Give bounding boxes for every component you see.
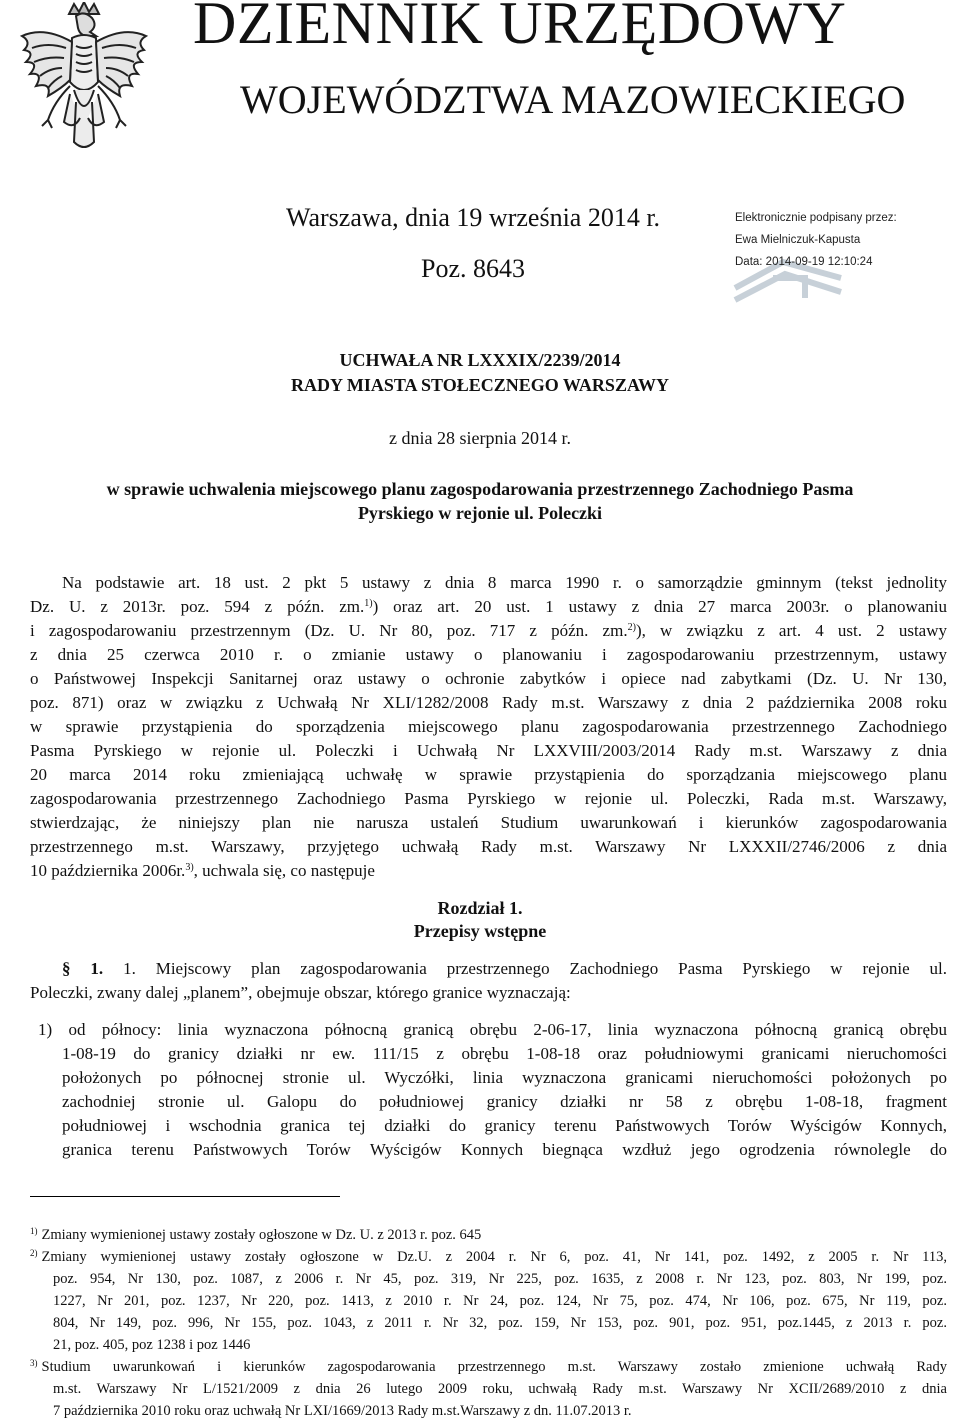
journal-subtitle: WOJEWÓDZTWA MAZOWIECKIEGO xyxy=(240,77,906,122)
position-number: Poz. 8643 xyxy=(421,254,525,283)
electronic-signature-stamp xyxy=(733,212,948,302)
signature-signer-name: Ewa Mielniczuk-Kapusta xyxy=(735,234,861,246)
list-item-line: granica terenu Państwowych Torów Wyścigów Konnych biegnąca wzdłuż jego ogrodzenia równolegle do xyxy=(62,1140,947,1159)
preamble-line: Dz. U. z 2013r. poz. 594 z późn. zm.$^{1)}$) oraz art. 20 ust. 1 ustawy z dnia 27 marca 2003r. o planowaniu xyxy=(30,597,947,616)
preamble-line: zagospodarowania przestrzennego Zachodniego Pasma Pyrskiego w rejonie ul. Poleczki, Rada m.st. Warszawy, xyxy=(30,789,947,808)
polish-eagle-emblem-icon xyxy=(14,2,154,172)
footnote-2-line: 21, poz. 405, poz 1238 i poz 1446 xyxy=(53,1337,251,1353)
preamble-line: stwierdzając, że niniejszy plan nie narusza ustaleń Studium uwarunkowań i kierunków zagospodarowania xyxy=(30,813,947,832)
footnote-3-line: 7 października 2010 roku oraz uchwałą Nr LXI/1669/2013 Rady m.st.Warszawy z dn. 11.07.2013 r. xyxy=(53,1403,632,1419)
resolution-date: z dnia 28 sierpnia 2014 r. xyxy=(389,428,571,448)
resolution-subject-line1: w sprawie uchwalenia miejscowego planu zagospodarowania przestrzennego Zachodniego Pasma xyxy=(106,479,854,499)
footnote-2-line: poz. 954, Nr 130, poz. 1087, z 2006 r. Nr 45, poz. 319, Nr 225, poz. 1635, z 2008 r. Nr 123, poz. 803, Nr 199, poz. xyxy=(53,1271,947,1287)
preamble-line: poz. 871) oraz w związku z Uchwałą Nr XLI/1282/2008 Rady m.st. Warszawy z dnia 2 października 2008 roku xyxy=(30,693,947,712)
section-paragraph-line: § 1. 1. Miejscowy plan zagospodarowania przestrzennego Zachodniego Pasma Pyrskiego w rejonie ul. xyxy=(62,959,948,978)
section-mark: § 1. xyxy=(62,959,104,978)
footnote-ref[interactable]: 2) xyxy=(627,622,636,633)
footnote-3: $^{3)}$ Studium uwarunkowań i kierunków zagospodarowania przestrzennego m.st. Warszawy zostało zmienione uchwałą Rady xyxy=(30,1358,947,1375)
footnote-2: $^{2)}$ Zmiany wymienionej ustawy zostały ogłoszone w Dz.U. z 2004 r. Nr 6, poz. 41, Nr 141, poz. 1492, z 2005 r. Nr 113, xyxy=(30,1248,947,1265)
resolution-number: UCHWAŁA NR LXXXIX/2239/2014 xyxy=(339,350,621,370)
list-item-line: 1-08-19 do granicy działki nr ew. 111/15 z obrębu 1-08-18 oraz południowymi granicami nieruchomości xyxy=(62,1044,947,1063)
signature-date: Data: 2014-09-19 12:10:24 xyxy=(735,256,873,268)
chapter-subtitle: Przepisy wstępne xyxy=(413,921,547,941)
footnote-3-line: m.st. Warszawy Nr L/1521/2009 z dnia 26 lutego 2009 roku, uchwałą Rady m.st. Warszawy Nr XCII/2689/2010 z dnia xyxy=(53,1381,947,1397)
list-item-line: położonych po północnej stronie ul. Wyczółki, linia wyznaczona granicami nieruchomości położonych po xyxy=(62,1068,947,1087)
section-paragraph-line: Poleczki, zwany dalej „planem”, obejmuje obszar, którego granice wyznaczają: xyxy=(30,983,571,1002)
footnote-2-line: 804, Nr 149, poz. 996, Nr 155, poz. 1043, z 2011 r. Nr 32, poz. 159, Nr 153, poz. 901, poz. 951, poz.1445, z 2013 r. poz. xyxy=(53,1315,947,1331)
preamble-line: 10 października 2006r.$^{3)}$, uchwala się, co następuje xyxy=(30,861,375,880)
preamble-line: z dnia 25 czerwca 2010 r. o zmianie ustawy o planowaniu i zagospodarowaniu przestrzennym, ustawy xyxy=(30,645,947,664)
resolution-subject-line2: Pyrskiego w rejonie ul. Poleczki xyxy=(357,503,603,523)
resolution-issuer: RADY MIASTA STOŁECZNEGO WARSZAWY xyxy=(291,375,669,395)
preamble-line: Na podstawie art. 18 ust. 2 pkt 5 ustawy z dnia 8 marca 1990 r. o samorządzie gminnym (tekst jednolity xyxy=(62,573,947,592)
list-item-line: południowej i wschodnia granica tej działki do granicy terenu Państwowych Torów Wyścigów Konnych, xyxy=(62,1116,947,1135)
footnote-separator xyxy=(30,1196,340,1197)
preamble-line: i zagospodarowaniu przestrzennym (Dz. U. Nr 80, poz. 717 z późn. zm.$^{2)}$), w związku z art. 4 ust. 2 ustawy xyxy=(30,621,947,640)
journal-title: DZIENNIK URZĘDOWY xyxy=(193,0,847,56)
footnote-1: $^{1)}$ Zmiany wymienionej ustawy zostały ogłoszone w Dz. U. z 2013 r. poz. 645 xyxy=(30,1226,482,1243)
publication-place-date: Warszawa, dnia 19 września 2014 r. xyxy=(286,203,661,232)
preamble-line: o Państwowej Inspekcji Sanitarnej oraz ustawy o ochronie zabytków i opiece nad zabytkami (Dz. U. Nr 130, xyxy=(30,669,947,688)
preamble-line: przestrzennego m.st. Warszawy, przyjętego uchwałą Rady m.st. Warszawy Nr LXXXII/2746/2006 z dnia xyxy=(30,837,947,856)
footnote-ref[interactable]: 1) xyxy=(364,598,373,609)
preamble-line: Pasma Pyrskiego w rejonie ul. Poleczki i Uchwałą Nr LXXVIII/2003/2014 Rady m.st. Warszawy z dnia xyxy=(30,741,947,760)
list-item-line: 1) od północy: linia wyznaczona północną granicą obrębu 2-06-17, linia wyznaczona północną granicą obrębu xyxy=(38,1020,947,1039)
footnote-ref[interactable]: 3) xyxy=(185,862,194,873)
footnote-2-line: 1227, Nr 201, poz. 1237, Nr 220, poz. 1413, z 2010 r. Nr 24, poz. 124, Nr 75, poz. 474, Nr 106, poz. 675, Nr 119, poz. xyxy=(53,1293,947,1309)
list-item-line: zachodniej stronie ul. Galopu do południowej granicy działki nr 58 z obrębu 1-08-18, fragment xyxy=(62,1092,947,1111)
preamble-line: w sprawie przystąpienia do sporządzenia miejscowego planu zagospodarowania przestrzennego Zachodniego xyxy=(30,717,947,736)
chapter-title: Rozdział 1. xyxy=(437,898,523,918)
signature-signed-by-label: Elektronicznie podpisany przez: xyxy=(735,212,897,224)
preamble-line: 20 marca 2014 roku zmieniającą uchwałę w sprawie przystąpienia do sporządzania miejscowego planu xyxy=(30,765,947,784)
